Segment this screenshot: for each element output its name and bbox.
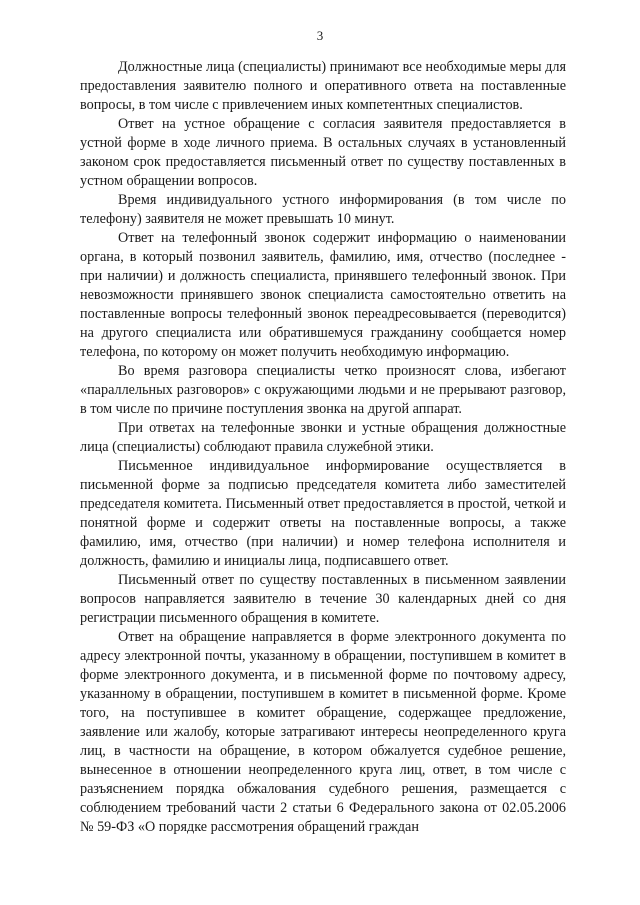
paragraph: Письменное индивидуальное информирование осуществляется в письменной форме за подписью председателя комитета либо заместителей председателя комитета. Письменный ответ предоставляется в простой, четкой и понятной форме и содержит ответы на поставленные вопросы, а также фамилию, имя, отчество (при наличии) и номер телефона исполнителя и должность, фамилию и инициалы лица, подписавшего ответ. [80, 458, 566, 569]
paragraph: Время индивидуального устного информирования (в том числе по телефону) заявителя не может превышать 10 минут. [80, 192, 566, 227]
document-body [80, 58, 566, 837]
paragraph: Ответ на устное обращение с согласия заявителя предоставляется в устной форме в ходе личного приема. В остальных случаях в установленный законом срок предоставляется письменный ответ по существу поставленных в устном обращении вопросов. [80, 116, 566, 189]
paragraph: Ответ на телефонный звонок содержит информацию о наименовании органа, в который позвонил заявитель, фамилию, имя, отчество (последнее - при наличии) и должность специалиста, принявшего телефонный звонок. При невозможности принявшего звонок специалиста самостоятельно ответить на поставленные вопросы телефонный звонок переадресовывается (переводится) на другого специалиста или обратившемуся гражданину сообщается номер телефона, по которому он может получить необходимую информацию. [80, 230, 566, 360]
page-number: 3 [316, 28, 324, 43]
paragraph: При ответах на телефонные звонки и устные обращения должностные лица (специалисты) соблюдают правила служебной этики. [80, 420, 566, 455]
paragraph: Ответ на обращение направляется в форме электронного документа по адресу электронной почты, указанному в обращении, поступившем в комитет в форме электронного документа, и в письменной форме по почтовому адресу, указанному в обращении, поступившем в комитет в письменной форме. Кроме того, на поступившее в комитет обращение, содержащее предложение, заявление или жалобу, которые затрагивают интересы неопределенного круга лиц, в частности на обращение, в котором обжалуется судебное решение, вынесенное в отношении неопределенного круга лиц, ответ, в том числе с разъяснением порядка обжалования судебного решения, размещается с соблюдением требований части 2 статьи 6 Федерального закона от 02.05.2006 № 59-ФЗ «О порядке рассмотрения обращений граждан [80, 629, 566, 835]
paragraph: Во время разговора специалисты четко произносят слова, избегают «параллельных разговоров» с окружающими людьми и не прерывают разговор, в том числе по причине поступления звонка на другой аппарат. [80, 363, 566, 417]
paragraph: Должностные лица (специалисты) принимают все необходимые меры для предоставления заявителю полного и оперативного ответа на поставленные вопросы, в том числе с привлечением иных компетентных специалистов. [80, 59, 566, 113]
paragraph: Письменный ответ по существу поставленных в письменном заявлении вопросов направляется заявителю в течение 30 календарных дней со дня регистрации письменного обращения в комитете. [80, 572, 566, 626]
